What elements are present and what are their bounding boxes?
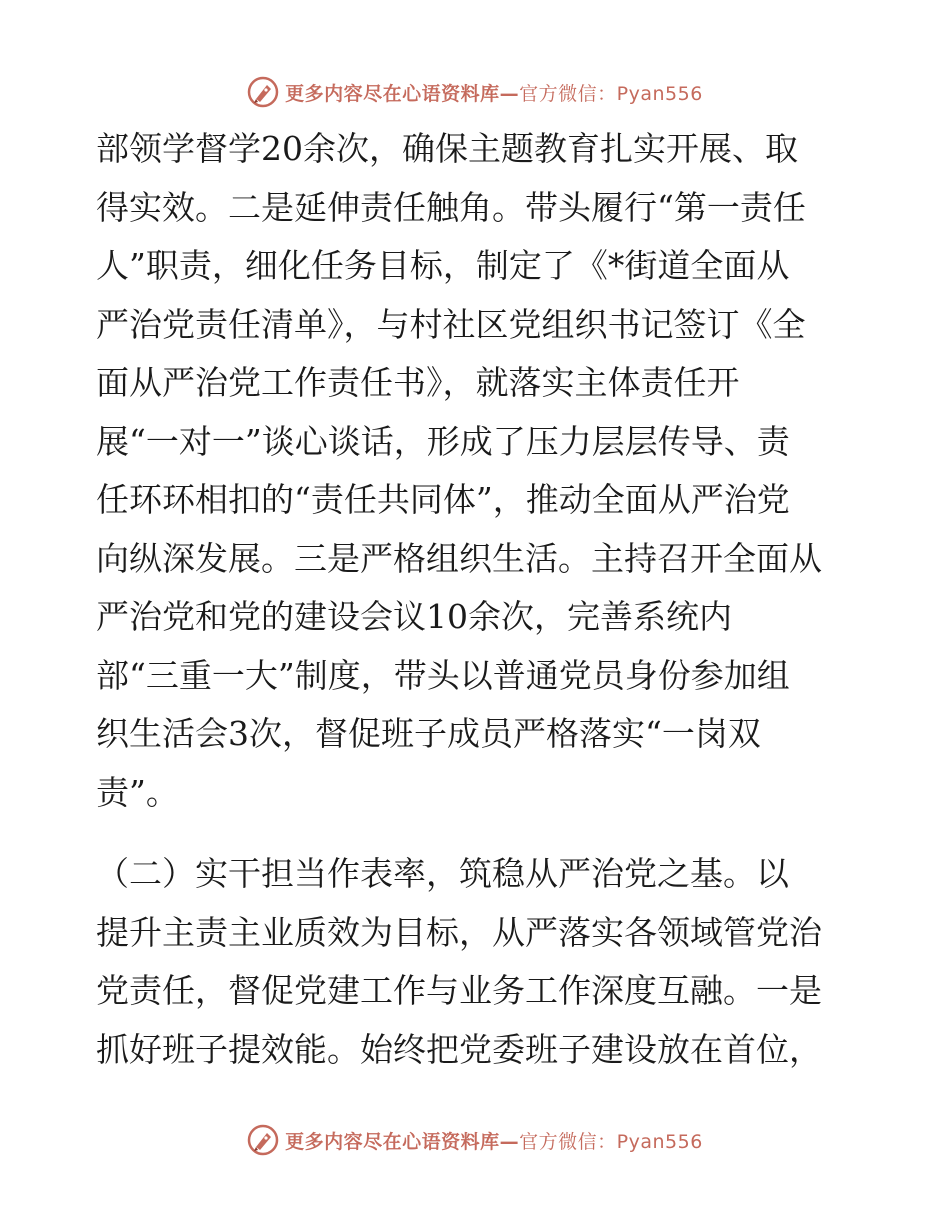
text-line: 严治党责任清单》，与村社区党组织书记签订《全 — [96, 304, 806, 344]
text-line: 严治党和党的建设会议10余次，完善系统内 — [96, 597, 732, 636]
paragraph — [96, 845, 856, 1079]
pen-nib-logo-icon — [247, 76, 279, 108]
text-line: 提升主责主业质效为目标，从严落实各领域管党治 — [96, 912, 822, 952]
document-body — [96, 120, 856, 1079]
watermark-main-text: 更多内容尽在心语资料库 — [285, 1130, 500, 1153]
text-line: 得实效。二是延伸责任触角。带头履行“第一责任 — [96, 187, 806, 227]
text-line: 责”。 — [96, 772, 179, 812]
watermark-wechat-text: 官方微信：Pyan556 — [519, 1130, 703, 1153]
text-line: 部领学督学20余次，确保主题教育扎实开展、取 — [96, 129, 798, 168]
header-watermark — [0, 72, 950, 112]
text-line: （二）实干担当作表率，筑稳从严治党之基。以 — [96, 854, 789, 893]
text-line: 抓好班子提效能。始终把党委班子建设放在首位， — [96, 1029, 822, 1069]
text-line: 向纵深发展。三是严格组织生活。主持召开全面从 — [96, 538, 822, 578]
watermark-main-text: 更多内容尽在心语资料库 — [285, 82, 500, 105]
paragraph — [96, 120, 856, 822]
text-line: 面从严治党工作责任书》，就落实主体责任开 — [96, 363, 740, 402]
watermark-wechat-text: 官方微信：Pyan556 — [519, 82, 703, 105]
paragraph-gap — [96, 822, 856, 845]
watermark-dash: — — [499, 1130, 520, 1153]
text-line: 任环环相扣的“责任共同体”，推动全面从严治党 — [96, 480, 790, 519]
text-line: 展“一对一”谈心谈话，形成了压力层层传导、责 — [96, 421, 790, 461]
pen-nib-logo-icon — [247, 1124, 279, 1156]
text-line: 部“三重一大”制度，带头以普通党员身份参加组 — [96, 655, 790, 695]
watermark-dash: — — [499, 82, 520, 105]
text-line: 党责任，督促党建工作与业务工作深度互融。一是 — [96, 971, 822, 1010]
text-line: 人”职责，细化任务目标，制定了《*街道全面从 — [96, 246, 790, 285]
footer-watermark — [0, 1120, 950, 1160]
text-line: 织生活会3次，督促班子成员严格落实“一岗双 — [96, 714, 761, 753]
